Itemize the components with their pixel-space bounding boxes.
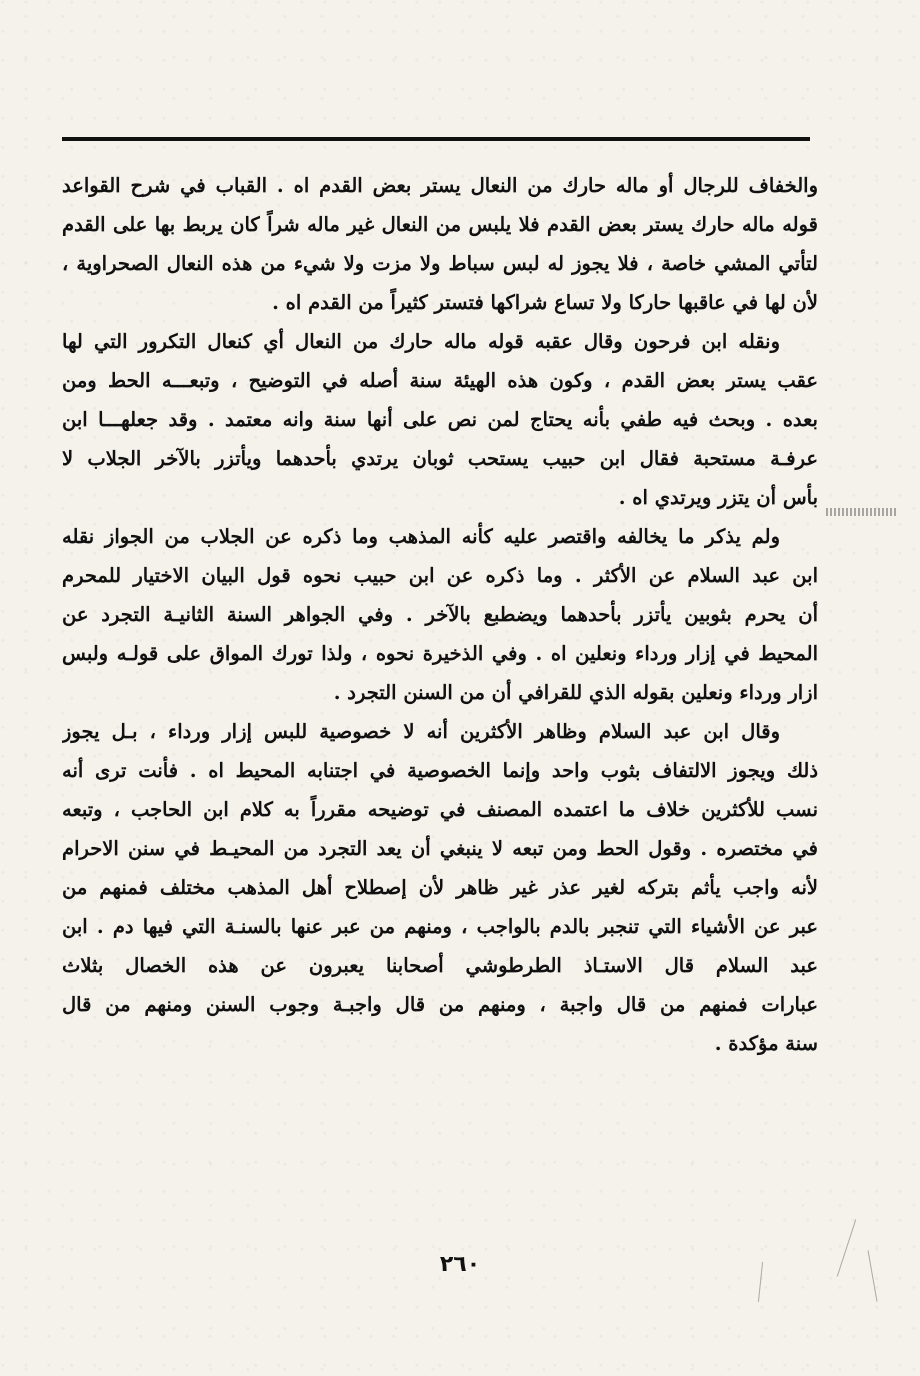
text-line: بعده . وبحث فيه طفي بأنه يحتاج لمن نص على أنها سنة وانه معتمد . وقد جعلهـــا ابن	[62, 408, 818, 431]
margin-mark	[826, 508, 898, 516]
text-line: ولم يذكر ما يخالفه واقتصر عليه كأنه المذهب وما ذكره عن الجلاب من الجواز نقله	[62, 525, 780, 548]
text-line: عبد السلام قال الاستـاذ الطرطوشي أصحابنا يعبرون عن هذه الخصال بثلاث	[62, 954, 818, 977]
page-number: ٢٦٠	[439, 1252, 481, 1277]
text-line: عقب يستر بعض القدم ، وكون هذه الهيئة سنة أصله في التوضيح ، وتبعـــه الحط ومن	[62, 369, 818, 392]
text-line: عرفـة مستحبة فقال ابن حبيب يستحب ثوبان يرتدي بأحدهما ويأتزر بالآخر الجلاب لا	[62, 447, 818, 470]
text-line: لتأتي المشي خاصة ، فلا يجوز له لبس سباط ولا مزت ولا شيء من هذه النعال الصحراوية ،	[62, 252, 818, 275]
header-rule	[62, 137, 810, 141]
text-line: لأنه واجب يأثم بتركه لغير عذر غير ظاهر لأن إصطلاح أهل المذهب مختلف فمنهم من	[62, 876, 818, 899]
text-line: ابن عبد السلام عن الأكثر . وما ذكره عن ابن حبيب نحوه قول البيان الاختيار للمحرم	[62, 564, 818, 587]
body-text	[62, 166, 818, 1063]
text-line: عبارات فمنهم من قال واجبة ، ومنهم من قال واجبـة وجوب السنن ومنهم من قال	[62, 993, 818, 1016]
text-line: المحيط في إزار ورداء ونعلين اه . وفي الذخيرة نحوه ، ولذا تورك المواق على قولـه ولبس	[62, 642, 818, 665]
text-line: ذلك ويجوز الالتفاف بثوب واحد وإنما الخصوصية في اجتنابه المحيط اه . فأنت ترى أنه	[62, 759, 818, 782]
text-line: وقال ابن عبد السلام وظاهر الأكثرين أنه لا خصوصية للبس إزار ورداء ، بـل يجوز	[62, 720, 780, 743]
text-line: بأس أن يتزر ويرتدي اه .	[618, 486, 818, 509]
text-line: لأن لها في عاقبها حاركا ولا تساع شراكها فتستر كثيراً من القدم اه .	[272, 291, 818, 314]
text-line: في مختصره . وقول الحط ومن تبعه لا ينبغي أن يعد التجرد من المحيـط في سنن الاحرام	[62, 837, 818, 860]
text-line: ونقله ابن فرحون وقال عقبه قوله ماله حارك من النعال أي كنعال التكرور التي لها	[62, 330, 780, 353]
text-line: نسب للأكثرين خلاف ما اعتمده المصنف في توضيحه مقرراً به كلام ابن الحاجب ، وتبعه	[62, 798, 818, 821]
text-line: والخفاف للرجال أو ماله حارك من النعال يستر بعض القدم اه . القباب في شرح القواعد	[62, 174, 818, 197]
text-line: ازار ورداء ونعلين بقوله الذي للقرافي أن من السنن التجرد .	[333, 681, 818, 704]
text-line: عبر عن الأشياء التي تنجبر بالدم بالواجب ، ومنهم من عبر عنها بالسنـة التي فيها دم . ابن	[62, 915, 818, 938]
text-line: قوله ماله حارك يستر بعض القدم فلا يلبس من النعال غير ماله شراً كان يربط بها على القدم	[62, 213, 818, 236]
text-line: أن يحرم بثوبين يأتزر بأحدهما ويضطبع بالآخر . وفي الجواهر السنة الثانيـة التجرد عن	[62, 603, 818, 626]
text-line: سنة مؤكدة .	[714, 1032, 818, 1055]
